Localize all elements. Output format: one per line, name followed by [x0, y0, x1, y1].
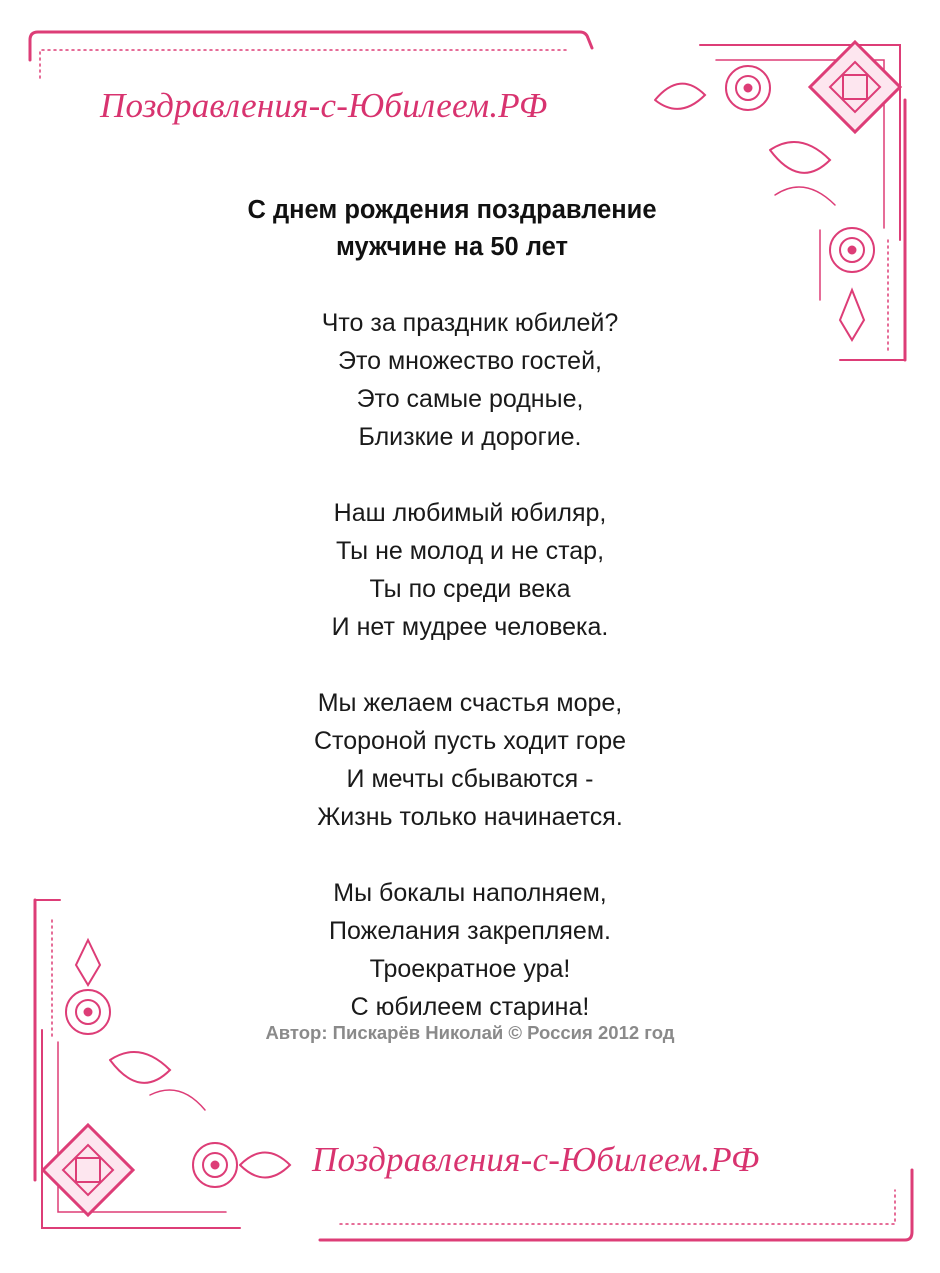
poem-line: Ты по среди века: [369, 575, 571, 603]
stanza-3: [0, 684, 940, 836]
title-line-2: мужчине на 50 лет: [336, 233, 568, 261]
site-name-footer: Поздравления-с-Юбилеем.РФ: [312, 1140, 760, 1179]
card-title: [0, 192, 904, 266]
poem-line: Жизнь только начинается.: [317, 803, 623, 831]
poem-line: Наш любимый юбиляр,: [333, 499, 607, 527]
poem-line: Пожелания закрепляем.: [329, 917, 611, 945]
poem-line: Это самые родные,: [356, 385, 584, 413]
poem-line: Близкие и дорогие.: [358, 423, 582, 451]
title-line-1: С днем рождения поздравление: [247, 196, 657, 224]
author-credit: Автор: Пискарёв Николай © Россия 2012 год: [265, 1022, 675, 1043]
poem-line: Троекратное ура!: [369, 955, 571, 983]
site-name-header: Поздравления-с-Юбилеем.РФ: [100, 86, 548, 125]
poem-line: И мечты сбываются -: [346, 765, 594, 793]
poem-line: Мы желаем счастья море,: [317, 689, 623, 717]
poem-line: И нет мудрее человека.: [331, 613, 609, 641]
poem-line: Мы бокалы наполняем,: [333, 879, 607, 907]
poem-line: Это множество гостей,: [338, 347, 602, 375]
stanza-1: [0, 304, 940, 456]
poem: [0, 304, 940, 1026]
stanza-2: [0, 494, 940, 646]
poem-line: С юбилеем старина!: [350, 993, 590, 1021]
stanza-4: [0, 874, 940, 1026]
poem-line: Стороной пусть ходит горе: [313, 727, 627, 755]
poem-line: Что за праздник юбилей?: [321, 309, 619, 337]
poem-line: Ты не молод и не стар,: [335, 537, 605, 565]
